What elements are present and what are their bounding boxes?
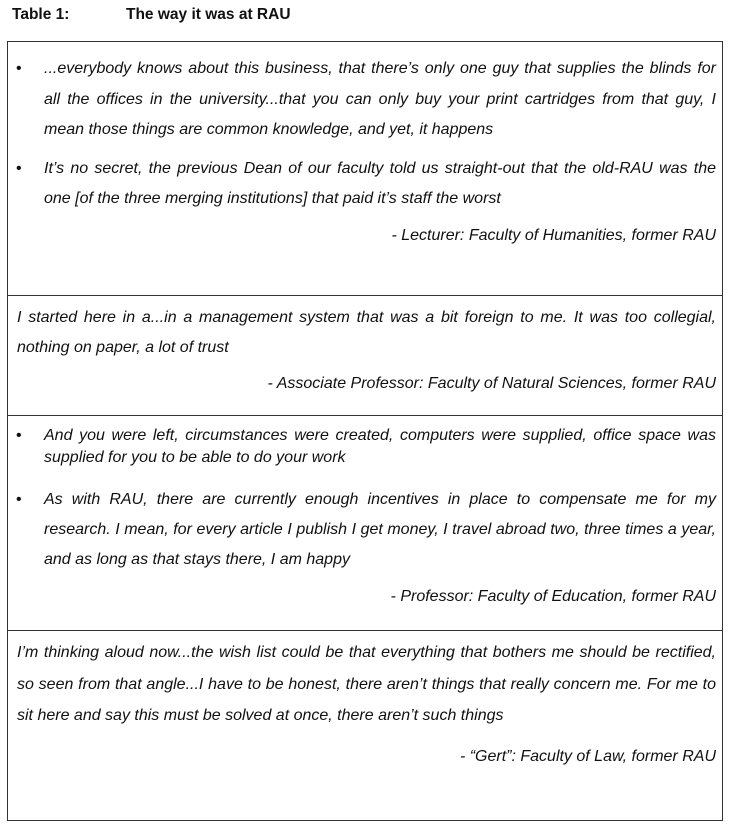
table-title: The way it was at RAU xyxy=(126,6,291,23)
quote-text: And you were left, circumstances were created, computers were supplied, office space was supplied for you to be able to do your work xyxy=(44,427,716,466)
table-label: Table 1: xyxy=(12,6,70,23)
quote-cell-4 xyxy=(8,631,722,821)
bullet-dot: • xyxy=(16,427,22,444)
quote-text: It’s no secret, the previous Dean of our faculty told us straight-out that the old-RAU was the one [of the three merging institutions] that paid it’s staff the worst xyxy=(44,159,716,207)
quote-bullet xyxy=(8,154,722,215)
quote-bullet xyxy=(8,54,722,146)
quote-text: As with RAU, there are currently enough incentives in place to compensate me for my research. I mean, for every article I publish I get money, I travel abroad two, three times a year, and as long as that stays there, I am happy xyxy=(44,491,716,568)
quote-attribution: - Associate Professor: Faculty of Natural Sciences, former RAU xyxy=(267,375,716,392)
quotes-table xyxy=(7,41,723,821)
bullet-dot: • xyxy=(16,491,22,508)
bullet-dot: • xyxy=(16,159,22,177)
quote-attribution: - “Gert”: Faculty of Law, former RAU xyxy=(459,747,716,765)
quote-bullet-list xyxy=(8,54,722,215)
quote-bullet xyxy=(8,425,722,469)
quote-attribution: - Professor: Faculty of Education, former RAU xyxy=(390,588,716,605)
quote-cell-3 xyxy=(8,416,722,631)
quote-cell-2 xyxy=(8,296,722,416)
quote-text: I’m thinking aloud now...the wish list could be that everything that bothers me should be rectified, so seen from that angle...I have to be honest, there aren’t things that really concern me. For me to sit here and say this must be solved at once, there aren’t such things xyxy=(17,644,716,724)
table-caption xyxy=(12,6,291,24)
quote-bullet-list xyxy=(8,425,722,575)
quote-cell-1 xyxy=(8,42,722,296)
quote-text: ...everybody knows about this business, that there’s only one guy that supplies the blinds for all the offices in the university...that you can only buy your print cartridges from that guy, I mean those things are common knowledge, and yet, it happens xyxy=(44,60,716,138)
quote-text: I started here in a...in a management system that was a bit foreign to me. It was too collegial, nothing on paper, a lot of trust xyxy=(17,309,716,356)
bullet-dot: • xyxy=(16,60,22,77)
quote-attribution: - Lecturer: Faculty of Humanities, former RAU xyxy=(391,226,716,244)
quote-bullet xyxy=(8,485,722,575)
